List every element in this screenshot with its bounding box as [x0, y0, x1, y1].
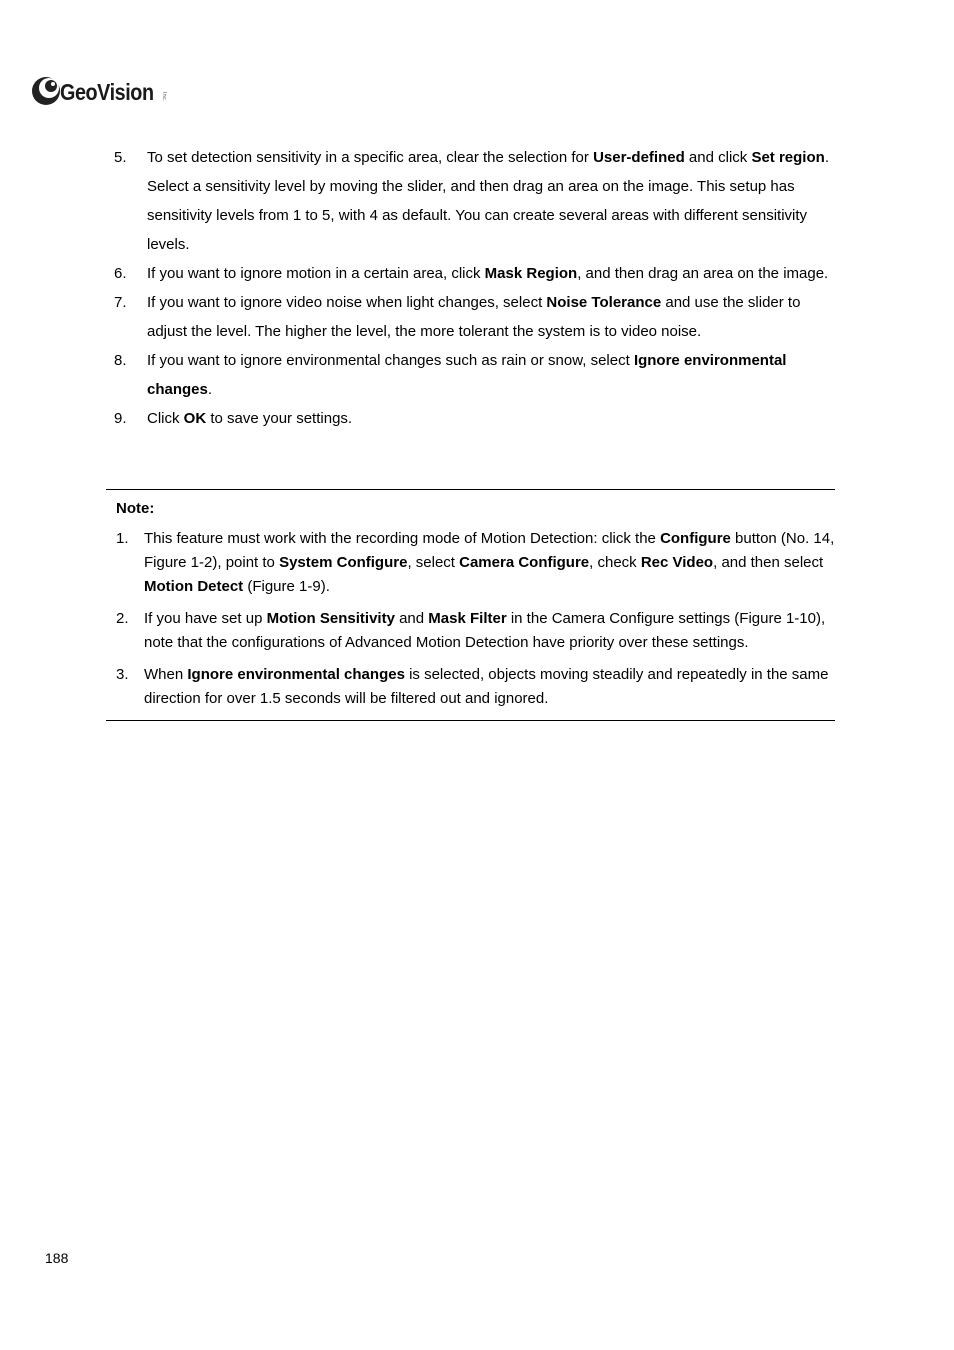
- note-list: [106, 527, 835, 711]
- step-number: 5.: [114, 149, 127, 166]
- note-number: 1.: [116, 530, 129, 547]
- step-item: [114, 259, 836, 288]
- text-run: in the Camera Configure settings (Figure 1-10), note that the configurations of Advanced Motion Detection have priority over these settings.: [144, 610, 826, 651]
- note-number: 3.: [116, 666, 129, 683]
- note-title: Note:: [116, 500, 155, 517]
- step-text: [147, 143, 836, 259]
- text-run: To set detection sensitivity in a specific area, clear the selection for: [147, 149, 594, 166]
- step-text: [147, 259, 836, 288]
- bold-term: Ignore environmental changes: [187, 666, 405, 683]
- note-item: [106, 663, 835, 711]
- bold-term: Camera Configure: [459, 554, 590, 571]
- bold-term: Mask Region: [484, 265, 578, 282]
- text-run: If you want to ignore environmental changes such as rain or snow, select: [147, 352, 634, 369]
- brand-tm: Inc.: [160, 91, 167, 103]
- geovision-logo: [30, 72, 167, 108]
- note-item: [106, 527, 835, 599]
- note-number: 2.: [116, 610, 129, 627]
- text-run: If you want to ignore video noise when light changes, select: [147, 294, 547, 311]
- bold-term: Ignore environmental changes: [147, 352, 787, 398]
- geovision-eye-icon: [30, 73, 64, 107]
- step-number: 8.: [114, 352, 127, 369]
- text-run: , and then drag an area on the image.: [577, 265, 829, 282]
- text-run: , check: [589, 554, 641, 571]
- text-run: to save your settings.: [206, 410, 353, 427]
- note-text: [144, 663, 835, 711]
- text-run: is selected, objects moving steadily and repeatedly in the same direction for over 1.5 seconds will be filtered out and ignored.: [144, 666, 829, 707]
- brand-name: GeoVision: [60, 78, 154, 105]
- text-run: When: [144, 666, 188, 683]
- bold-term: Set region: [751, 149, 825, 166]
- note-text: [144, 527, 835, 599]
- text-run: .: [207, 381, 213, 398]
- bold-term: Noise Tolerance: [546, 294, 662, 311]
- text-run: , select: [407, 554, 460, 571]
- bold-term: Motion Sensitivity: [266, 610, 395, 627]
- text-run: and click: [684, 149, 752, 166]
- step-number: 6.: [114, 265, 127, 282]
- procedure-steps: [114, 143, 836, 433]
- bold-term: Motion Detect: [144, 578, 244, 595]
- note-item: [106, 607, 835, 655]
- step-text: [147, 404, 836, 433]
- step-item: [114, 404, 836, 433]
- text-run: , and then select: [713, 554, 824, 571]
- step-number: 7.: [114, 294, 127, 311]
- note-text: [144, 607, 835, 655]
- note-box: [106, 489, 835, 721]
- text-run: (Figure 1-9).: [243, 578, 330, 595]
- bold-term: User-defined: [593, 149, 685, 166]
- bold-term: Rec Video: [640, 554, 714, 571]
- text-run: and use the slider to adjust the level. The higher the level, the more tolerant the system is to video noise.: [147, 294, 801, 340]
- bold-term: Mask Filter: [428, 610, 507, 627]
- step-item: [114, 288, 836, 346]
- text-run: This feature must work with the recording mode of Motion Detection: click the: [144, 530, 661, 547]
- step-item: [114, 143, 836, 259]
- step-item: [114, 346, 836, 404]
- text-run: If you want to ignore motion in a certain area, click: [147, 265, 485, 282]
- step-text: [147, 346, 836, 404]
- step-text: [147, 288, 836, 346]
- bold-term: Configure: [660, 530, 731, 547]
- text-run: and: [394, 610, 429, 627]
- page-number: 188: [45, 1250, 69, 1266]
- step-number: 9.: [114, 410, 127, 427]
- bold-term: System Configure: [279, 554, 408, 571]
- text-run: . Select a sensitivity level by moving the slider, and then drag an area on the image. This setup has sensitivity levels from 1 to 5, with 4 as default. You can create several areas with different sensitivity levels.: [147, 149, 829, 253]
- bold-term: OK: [183, 410, 207, 427]
- text-run: Click: [147, 410, 184, 427]
- text-run: button (No. 14, Figure 1-2), point to: [144, 530, 835, 571]
- text-run: If you have set up: [144, 610, 267, 627]
